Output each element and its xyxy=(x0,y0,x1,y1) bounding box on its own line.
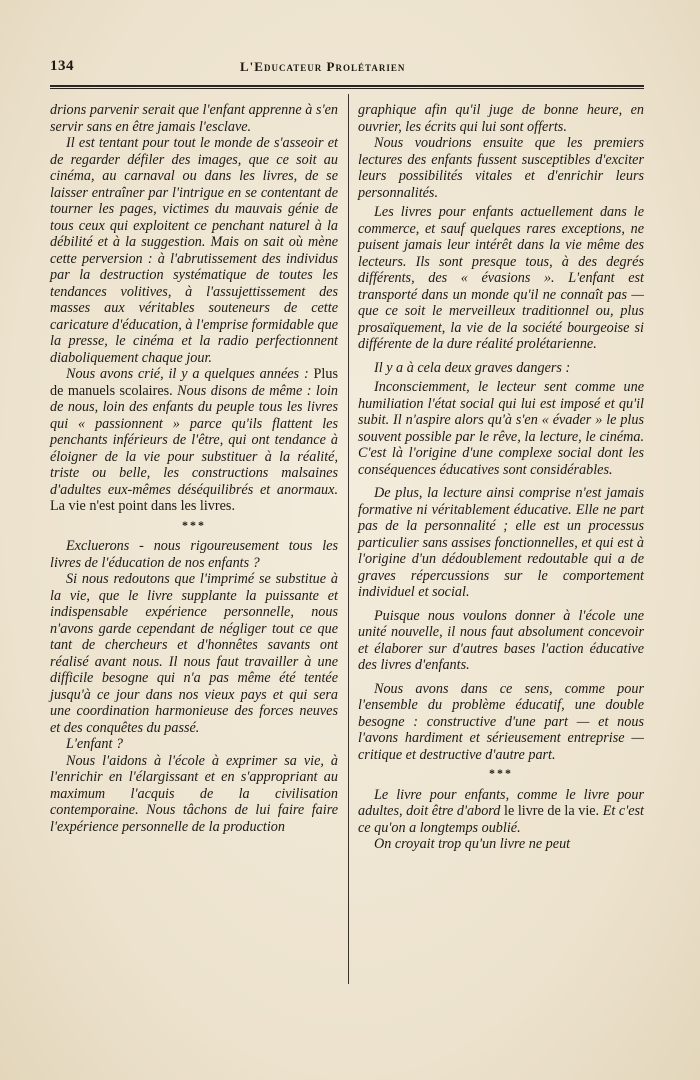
paragraph: De plus, la lecture ainsi comprise n'est jamais formative ni véritablement éducative. Elle ne part pas de la personnalité ; elle est un processus particulier sans assises fonctionnelles, et qui est à l'origine d'un dédoublement redoutable qui a de graves répercussions sur le comportement individuel et social. xyxy=(358,485,644,600)
paragraph: graphique afin qu'il juge de bonne heure, en ouvrier, les écrits qui lui sont offerts. xyxy=(358,102,644,135)
paragraph-text-roman: La vie n'est point dans les livres. xyxy=(50,498,235,514)
paragraph-text: Nous disons de même : loin de nous, loin des enfants du peuple tous les livres qui « passionnent » parce qu'ils flattent les penchants inférieurs de l'être, qui ont tendance à éloigner de la vie pour substituer à la réalité, triste ou belle, les constructions malsaines d'adultes eux-mêmes déséquilibrés et anormaux. xyxy=(50,382,338,498)
column-divider xyxy=(348,94,349,984)
paragraph: Les livres pour enfants actuellement dans le commerce, et sauf quelques rares exceptions, ne puisent jamais leur intérêt dans la vie même des lecteurs. Ils sont presque tous, à des degrés différents, des « évasions ». L'enfant est transporté dans un monde qu'il ne connaît pas — que ce soit le merveilleux traditionnel ou, plus prosaïquement, la vie de la société bourgeoise si différente de la dure réalité prolétarienne. xyxy=(358,204,644,352)
header-rule xyxy=(50,85,644,87)
paragraph: On croyait trop qu'un livre ne peut xyxy=(374,836,571,852)
paragraph: Inconsciemment, le lecteur sent comme une humiliation l'état social qui lui est imposé et qu'il subit. Il n'aspire alors qu'à s'en « évader » le plus souvent possible par le rêve, la lecture, le cinéma. C'est là l'origine d'une complexe social dont les conséquences éducatives sont considérables. xyxy=(358,379,644,478)
paragraph: Nous l'aidons à l'école à exprimer sa vie, à l'enrichir en l'élargissant et en s'appropriant au maximum l'acquis de la civilisation contemporaine. Nous tâchons de lui faire faire l'expérience personnelle de la production xyxy=(50,752,338,835)
paragraph-text: Le livre pour enfants, comme le livre pour adultes, doit être d'abord xyxy=(358,786,644,819)
paragraph: Excluerons - nous rigoureusement tous les livres de l'éducation de nos enfants ? xyxy=(50,538,338,571)
paragraph-text: Nous avons crié, il y a quelques années : xyxy=(66,366,314,382)
paragraph: drions parvenir serait que l'enfant apprenne à s'en servir sans en être jamais l'esclave. xyxy=(50,102,338,135)
paragraph: Puisque nous voulons donner à l'école une unité nouvelle, il nous faut absolument concevoir et élaborer sur d'autres bases l'action éducative des livres d'enfants. xyxy=(358,607,644,673)
paragraph: Nous voudrions ensuite que les premiers lectures des enfants fussent susceptibles d'exciter leurs possibilités vitales et d'enrichir leurs personnalités. xyxy=(358,135,644,201)
section-separator: *** xyxy=(489,766,513,780)
paragraph: Il y a à cela deux graves dangers : xyxy=(374,359,571,376)
paragraph xyxy=(50,366,338,515)
section-separator: *** xyxy=(182,517,206,532)
paragraph-text-roman: Plus de manuels scolaires. xyxy=(50,366,338,399)
paragraph-text: Et c'est ce qu'on a longtemps oublié. xyxy=(358,803,644,836)
paragraph: Il est tentant pour tout le monde de s'asseoir et de regarder défiler des images, que ce soit au cinéma, au carnaval ou dans les livres, de se laisser entraîner par l'intrigue en se contentant de tourner les pages, victimes du mauvais génie de tous ceux qui exploitent ce penchant naturel à la débilité et à la suggestion. Mais on sait où mène cette perversion : à l'abrutissement des individus par la destruction systématique de toutes les tendances volitives, à l'assujettissement des masses aux véritables souteneurs de cette caricature d'éducation, à l'emprise formidable que la presse, le cinéma et la radio perfectionnent diaboliquement chaque jour. xyxy=(50,135,338,366)
journal-title: L'Educateur Prolétarien xyxy=(240,59,406,74)
paragraph: Nous avons dans ce sens, comme pour l'ensemble du problème éducatif, une double besogne : constructive d'une part — et nous l'avons hardiment et sérieusement entreprise — critique et destructive d'autre part. xyxy=(358,680,644,763)
right-column xyxy=(358,102,644,853)
page-number: 134 xyxy=(50,58,74,74)
left-column xyxy=(50,102,338,835)
paragraph: Si nous redoutons que l'imprimé se substitue à la vie, que le livre supplante la puissante et indispensable expérience personnelle, nous n'avons garde cependant de négliger tout ce que tant de chercheurs et d'honnêtes savants ont réalisé avant nous. Il nous faut travailler à une difficile besogne qui n'a pas même été tentée jusqu'à ce jour dans nos vieux pays et qui sera une coordination harmonieuse des forces neuves et des conquêtes du passé. xyxy=(50,571,338,736)
header-rule-thin xyxy=(50,88,644,89)
page-header xyxy=(50,58,644,82)
paragraph: L'enfant ? xyxy=(66,736,124,752)
paragraph xyxy=(358,787,644,837)
paragraph-text-roman: le livre de la vie. xyxy=(504,803,600,819)
